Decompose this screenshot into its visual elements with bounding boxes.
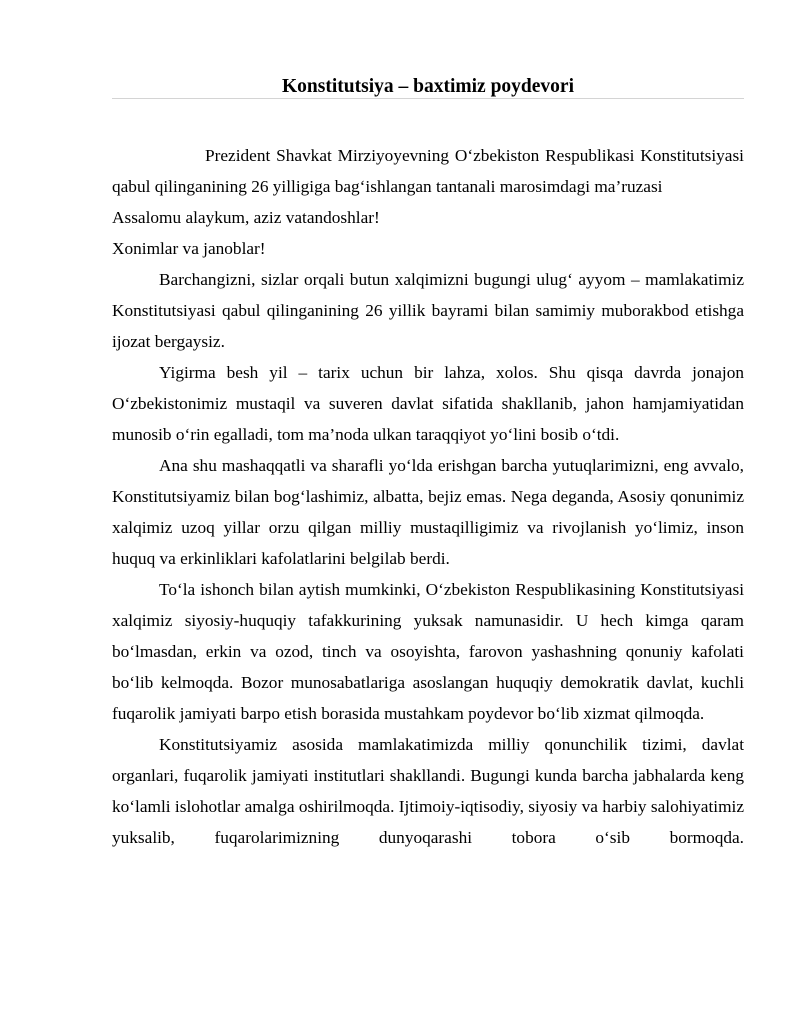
body-paragraph: Barchangizni, sizlar orqali butun xalqimizni bugungi ulug‘ ayyom – mamlakatimiz Konstitutsiyasi qabul qilinganining 26 yillik bayrami bilan samimiy muborakbod etishga ijozat bergaysiz. bbox=[112, 270, 744, 351]
document-title: Konstitutsiya – baxtimiz poydevori bbox=[282, 76, 574, 97]
greeting-line: Assalomu alaykum, aziz vatandoshlar! bbox=[112, 208, 380, 227]
document-body bbox=[112, 140, 744, 853]
body-paragraph: Konstitutsiyamiz asosida mamlakatimizda milliy qonunchilik tizimi, davlat organlari, fuqarolik jamiyati institutlari shakllandi. Bugungi kunda barcha jabhalarda keng ko‘lamli islohotlar amalga oshirilmoqda. Ijtimoiy-iqtisodiy, siyosiy va harbiy salohiyatimiz yuksalib, fuqarolarimizning dunyoqarashi tobora o‘sib bormoqda. bbox=[112, 735, 744, 847]
body-paragraph: Ana shu mashaqqatli va sharafli yo‘lda erishgan barcha yutuqlarimizni, eng avvalo, Konstitutsiyamiz bilan bog‘lashimiz, albatta, bejiz emas. Nega deganda, Asosiy qonunimiz xalqimiz uzoq yillar orzu qilgan milliy mustaqilligimiz va rivojlanish yo‘limiz, inson huquq va erkinliklari kafolatlarini belgilab berdi. bbox=[112, 456, 744, 568]
title-divider bbox=[112, 98, 744, 99]
body-paragraph: Yigirma besh yil – tarix uchun bir lahza, xolos. Shu qisqa davrda jonajon O‘zbekistonimiz mustaqil va suveren davlat sifatida shakllanib, jahon hamjamiyatidan munosib o‘rin egalladi, tom ma’noda ulkan taraqqiyot yo‘lini bosib o‘tdi. bbox=[112, 363, 744, 444]
address-line: Xonimlar va janoblar! bbox=[112, 239, 266, 258]
speech-heading-paragraph: Prezident Shavkat Mirziyoyevning O‘zbekiston Respublikasi Konstitutsiyasi qabul qilinganining 26 yilligiga bag‘ishlangan tantanali marosimdagi ma’ruzasi bbox=[112, 146, 744, 196]
body-paragraph: To‘la ishonch bilan aytish mumkinki, O‘zbekiston Respublikasining Konstitutsiyasi xalqimiz siyosiy-huquqiy tafakkurining yuksak namunasidir. U hech kimga qaram bo‘lmasdan, erkin va ozod, tinch va osoyishta, farovon yashashning qonuniy kafolati bo‘lib kelmoqda. Bozor munosabatlariga asoslangan huquqiy demokratik davlat, kuchli fuqarolik jamiyati barpo etish borasida mustahkam poydevor bo‘lib xizmat qilmoqda. bbox=[112, 580, 744, 723]
